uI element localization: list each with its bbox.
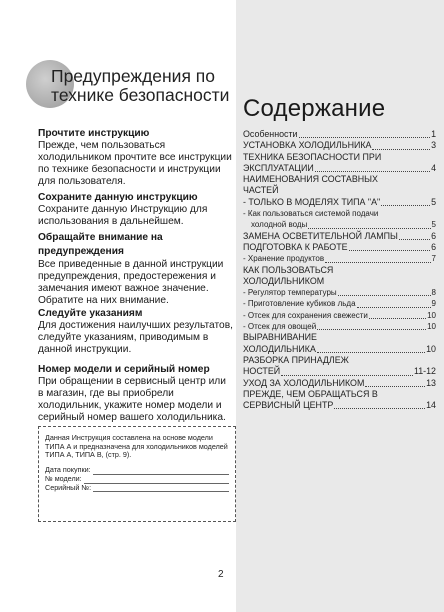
toc-entry[interactable]: ХОЛОДИЛЬНИКА 10	[243, 343, 436, 354]
section-body: Прежде, чем пользоваться холодильником прочтите все инструкции по технике безопасности и инструкции для пользователя.	[38, 140, 232, 187]
purchase-date-label: Дата покупки:	[45, 465, 91, 475]
serial-number-label: Серийный №:	[45, 482, 92, 492]
section-read-instructions	[38, 128, 234, 188]
toc-entry[interactable]: - Отсек для овощей 10	[243, 322, 436, 332]
table-of-contents	[243, 129, 436, 411]
model-number-line	[84, 476, 229, 484]
toc-entry[interactable]: холодной воды 5	[251, 220, 436, 230]
toc-entry[interactable]: - Регулятор температуры 8	[243, 288, 436, 298]
section-model-serial	[38, 364, 234, 424]
purchase-date-line	[93, 467, 229, 475]
toc-entry[interactable]: Особенности 1	[243, 129, 436, 139]
section-heading: Следуйте указаниям	[38, 308, 143, 319]
section-heading: Номер модели и серийный номер	[38, 364, 210, 375]
section-heading: Сохраните данную инструкцию	[38, 192, 198, 203]
toc-entry[interactable]: - ТОЛЬКО В МОДЕЛЯХ ТИПА "А" 5	[243, 196, 436, 207]
toc-entry-line: ВЫРАВНИВАНИЕ	[243, 332, 317, 343]
toc-entry-heading: ХОЛОДИЛЬНИКОМ	[243, 275, 325, 286]
toc-entry[interactable]: ЗАМЕНА ОСВЕТИТЕЛЬНОЙ ЛАМПЫ 6	[243, 230, 436, 241]
toc-entry[interactable]: СЕРВИСНЫЙ ЦЕНТР 14	[243, 400, 436, 411]
contents-title: Содержание	[243, 95, 386, 122]
toc-entry-line: ПРЕЖДЕ, ЧЕМ ОБРАЩАТЬСЯ В	[243, 388, 378, 399]
section-body: Все приведенные в данной инструкции предупреждения, предостережения и замечания имеют важное значение. Обратите на них внимание.	[38, 259, 224, 306]
model-notice-box	[38, 426, 236, 522]
safety-title	[51, 67, 236, 105]
toc-entry[interactable]: ЭКСПЛУАТАЦИИ 4	[243, 162, 436, 173]
notice-text: Данная Инструкция составлена на основе модели ТИПА А и предназначена для холодильников моделей ТИПА А, ТИПА В, (стр. 9).	[45, 433, 228, 460]
section-follow-instructions	[38, 308, 234, 356]
safety-title-line2: технике безопасности	[51, 85, 230, 105]
toc-entry[interactable]: - Хранение продуктов 7	[243, 254, 436, 264]
serial-number-line	[93, 484, 229, 492]
section-heading: Прочтите инструкцию	[38, 128, 150, 139]
section-body: Для достижения наилучших результатов, следуйте указаниям, приводимым в данной инструкции.	[38, 320, 233, 355]
toc-entry-line: КАК ПОЛЬЗОВАТЬСЯ	[243, 264, 334, 275]
toc-entry[interactable]: - Отсек для сохранения свежести 10	[243, 310, 436, 320]
toc-entry-line: ТЕХНИКА БЕЗОПАСНОСТИ ПРИ	[243, 151, 382, 162]
section-heading: Обращайте внимание на предупреждения	[38, 232, 163, 257]
toc-entry-line: РАЗБОРКА ПРИНАДЛЕЖ	[243, 354, 349, 365]
section-body: При обращении в сервисный центр или в магазин, где вы приобрели холодильник, укажите номер модели и серийный номер вашего холодильника.	[38, 376, 226, 423]
toc-entry-heading: ЧАСТЕЙ	[243, 185, 279, 196]
toc-entry[interactable]: ПОДГОТОВКА К РАБОТЕ 6	[243, 241, 436, 252]
model-number-label: № модели:	[45, 473, 82, 483]
section-warnings	[38, 231, 234, 307]
safety-title-line1: Предупреждения по	[51, 66, 216, 86]
toc-entry[interactable]: УХОД ЗА ХОЛОДИЛЬНИКОМ 13	[243, 377, 436, 388]
toc-entry[interactable]: - Приготовление кубиков льда 9	[243, 299, 436, 309]
toc-entry[interactable]: НОСТЕЙ 11-12	[243, 366, 436, 377]
page-number: 2	[218, 569, 224, 580]
toc-entry[interactable]: УСТАНОВКА ХОЛОДИЛЬНИКА 3	[243, 140, 436, 151]
section-body: Сохраните данную Инструкцию для использования в дальнейшем.	[38, 204, 208, 227]
toc-entry-line: - Как пользоваться системой подачи	[243, 209, 379, 219]
serial-number-field	[45, 484, 229, 493]
section-keep-instructions	[38, 192, 234, 228]
toc-entry-line: НАИМЕНОВАНИЯ СОСТАВНЫХ	[243, 174, 378, 185]
